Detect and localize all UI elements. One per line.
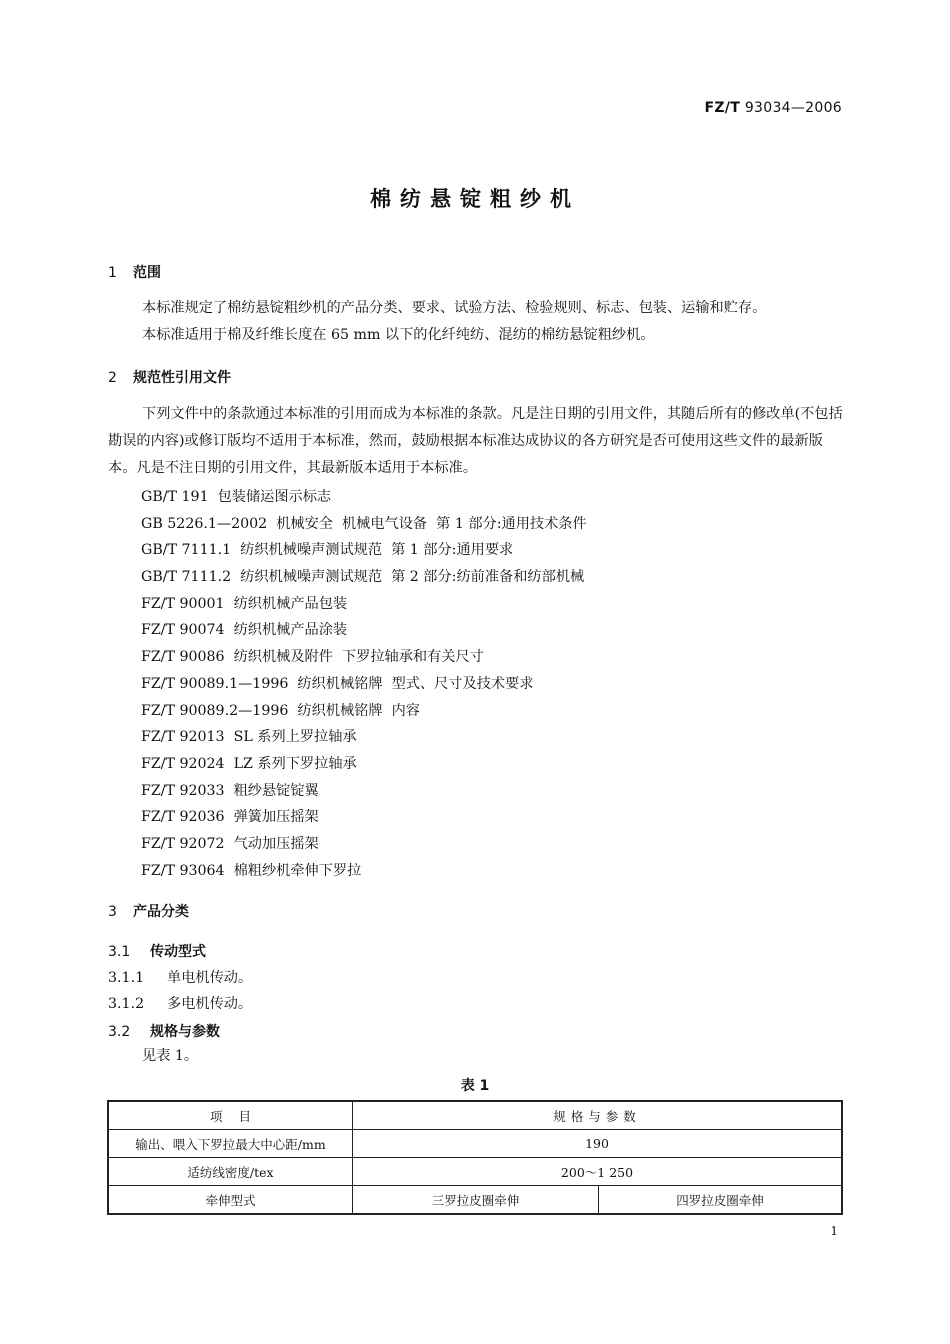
item-cell: 牵伸型式 <box>108 1186 353 1215</box>
table-row <box>108 1130 842 1158</box>
section-title: 规格与参数 <box>150 1024 220 1040</box>
scope-paragraph-1: 本标准规定了棉纺悬锭粗纱机的产品分类、要求、试验方法、检验规则、标志、包装、运输和贮存。 <box>142 300 767 316</box>
standard-prefix: FZ/T <box>704 100 741 116</box>
reference-item: FZ/T 90001 纺织机械产品包装 <box>141 596 348 612</box>
reference-item: FZ/T 90074 纺织机械产品涂装 <box>141 622 348 638</box>
reference-item: FZ/T 92013 SL 系列上罗拉轴承 <box>141 729 357 745</box>
reference-item: FZ/T 93064 棉粗纱机牵伸下罗拉 <box>141 863 362 879</box>
subsection-3-2-heading <box>108 1021 220 1041</box>
reference-item: FZ/T 90089.2—1996 纺织机械铭牌 内容 <box>141 703 420 719</box>
item-cell: 适纺线密度/tex <box>108 1158 353 1186</box>
value-cell: 190 <box>353 1130 843 1158</box>
reference-item: FZ/T 90086 纺织机械及附件 下罗拉轴承和有关尺寸 <box>141 649 484 665</box>
standard-code <box>704 100 842 116</box>
item-cell: 输出、喂入下罗拉最大中心距/mm <box>108 1130 353 1158</box>
value-cell: 三罗拉皮圈牵伸 <box>353 1186 599 1215</box>
table-row <box>108 1186 842 1215</box>
reference-item: FZ/T 92033 粗纱悬锭锭翼 <box>141 783 319 799</box>
section-2-heading <box>108 367 231 387</box>
reference-item: FZ/T 92024 LZ 系列下罗拉轴承 <box>141 756 357 772</box>
section-title: 传动型式 <box>150 944 206 960</box>
section-number: 2 <box>108 370 117 386</box>
standard-number: 93034—2006 <box>744 100 842 116</box>
section-1-heading <box>108 262 161 282</box>
reference-item: GB/T 7111.2 纺织机械噪声测试规范 第 2 部分:纺前准备和纺部机械 <box>141 569 585 585</box>
page-number: 1 <box>830 1224 838 1238</box>
reference-item: FZ/T 92036 弹簧加压摇架 <box>141 809 319 825</box>
clause-number: 3.1.2 <box>108 996 145 1012</box>
reference-item: GB 5226.1—2002 机械安全 机械电气设备 第 1 部分:通用技术条件 <box>141 516 587 532</box>
clause-3-1-1 <box>108 967 252 987</box>
table-header-row <box>108 1101 842 1130</box>
reference-item: FZ/T 90089.1—1996 纺织机械铭牌 型式、尺寸及技术要求 <box>141 676 534 692</box>
section-title: 产品分类 <box>133 904 189 920</box>
value-cell: 四罗拉皮圈牵伸 <box>599 1186 843 1215</box>
subsection-3-1-heading <box>108 941 206 961</box>
value-cell: 200～1 250 <box>353 1158 843 1186</box>
see-table-note: 见表 1。 <box>142 1048 199 1064</box>
section-title: 规范性引用文件 <box>133 370 231 386</box>
spec-table <box>107 1100 843 1215</box>
reference-item: GB/T 191 包装储运图示标志 <box>141 489 332 505</box>
table-row <box>108 1158 842 1186</box>
section-3-heading <box>108 901 189 921</box>
section-number: 1 <box>108 265 117 281</box>
section-number: 3.1 <box>108 944 131 960</box>
section-title: 范围 <box>133 265 161 281</box>
clause-text: 多电机传动。 <box>167 996 253 1012</box>
clause-3-1-2 <box>108 993 252 1013</box>
reference-item: GB/T 7111.1 纺织机械噪声测试规范 第 1 部分:通用要求 <box>141 542 514 558</box>
header-item-cell: 项 目 <box>108 1101 353 1130</box>
header-spec-cell: 规格与参数 <box>353 1101 843 1130</box>
document-title: 棉纺悬锭粗纱机 <box>370 187 580 211</box>
clause-number: 3.1.1 <box>108 970 145 986</box>
section-number: 3.2 <box>108 1024 131 1040</box>
reference-item: FZ/T 92072 气动加压摇架 <box>141 836 319 852</box>
scope-paragraph-2: 本标准适用于棉及纤维长度在 65 mm 以下的化纤纯纺、混纺的棉纺悬锭粗纱机。 <box>142 327 655 343</box>
references-intro: 下列文件中的条款通过本标准的引用而成为本标准的条款。凡是注日期的引用文件，其随后所有的修改单(不包括勘误的内容)或修订版均不适用于本标准，然而，鼓励根据本标准达成协议的各方研究是否可使用这些文件的最新版本。凡是不注日期的引用文件，其最新版本适用于本标准。 <box>108 406 843 476</box>
section-number: 3 <box>108 904 117 920</box>
table-caption: 表 1 <box>460 1078 490 1094</box>
clause-text: 单电机传动。 <box>167 970 253 986</box>
